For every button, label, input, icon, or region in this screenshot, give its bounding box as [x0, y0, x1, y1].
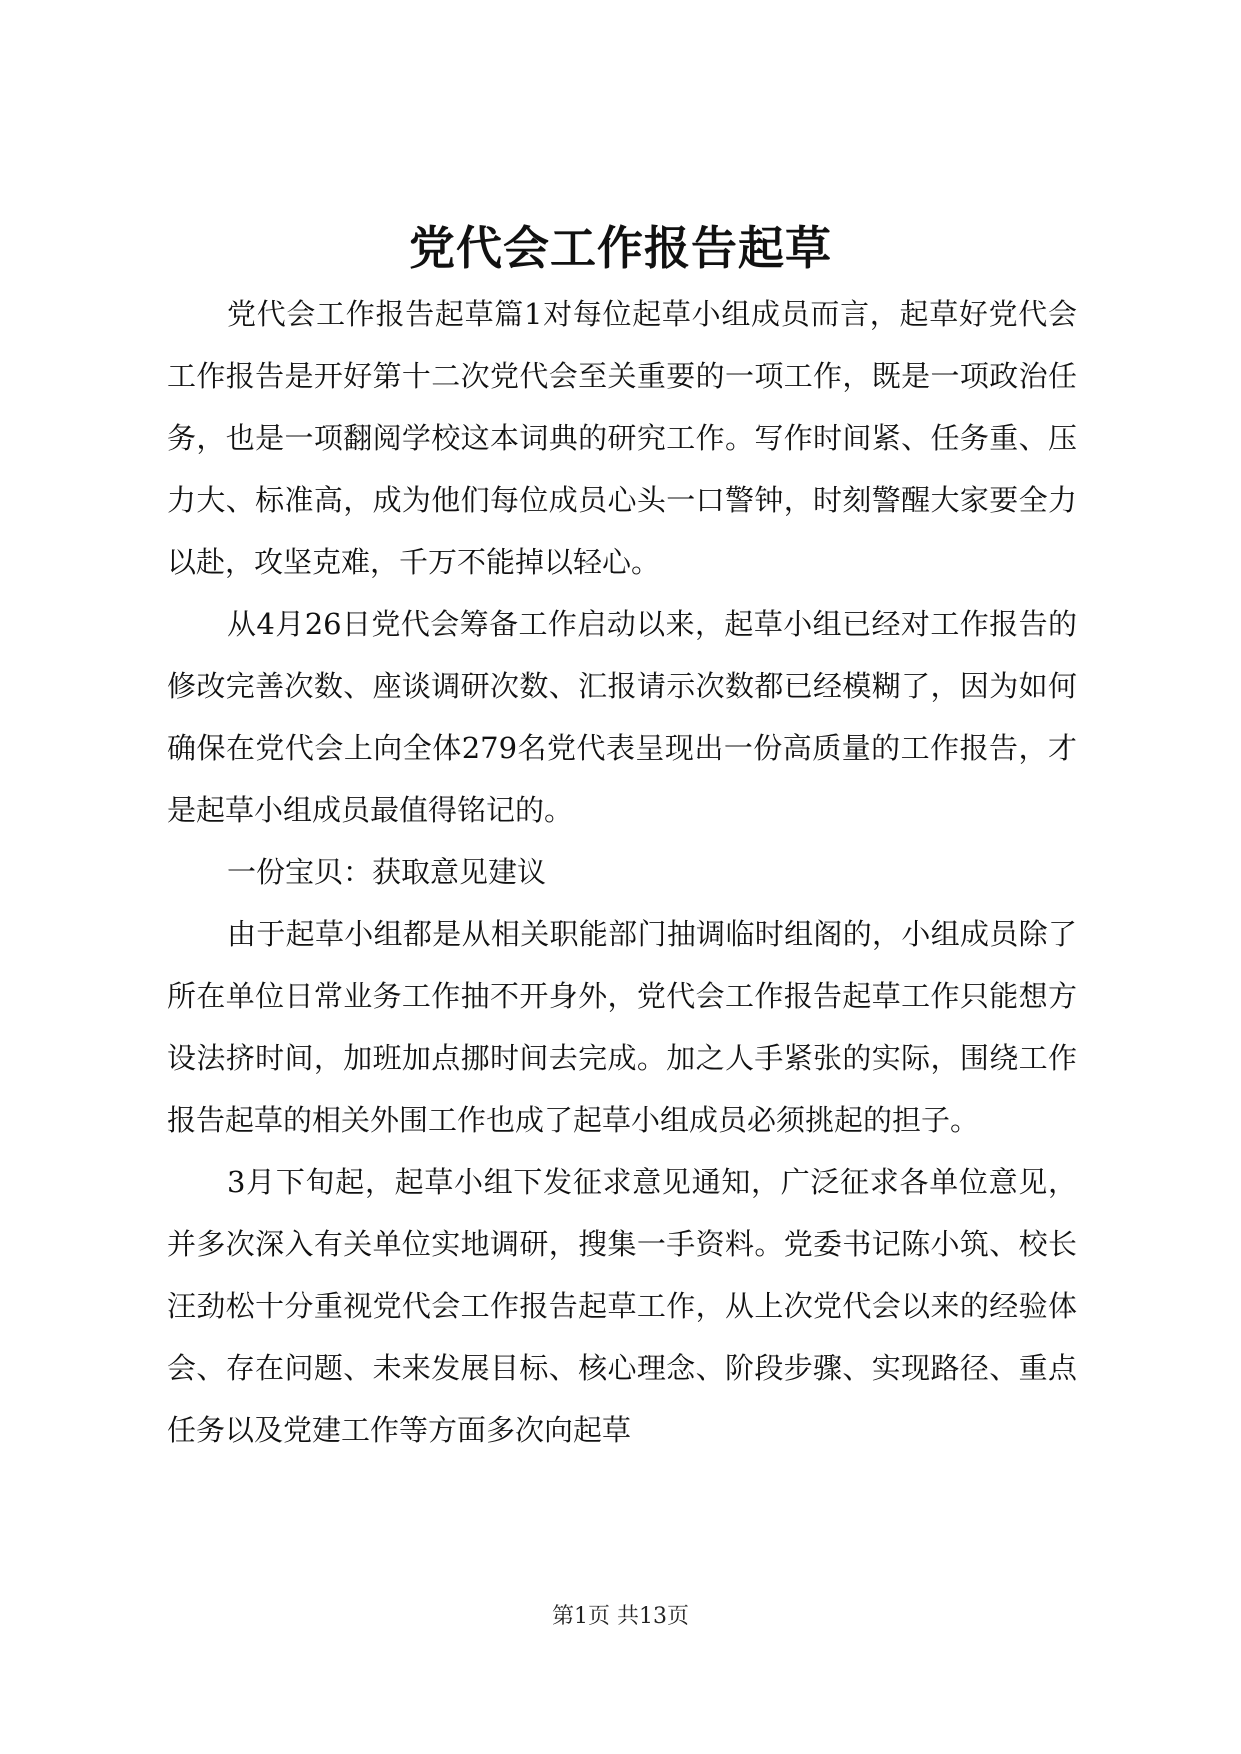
document-body [167, 283, 1077, 1461]
section-heading: 一份宝贝：获取意见建议 [227, 855, 547, 889]
paragraph-2: 从4月26日党代会筹备工作启动以来，起草小组已经对工作报告的修改完善次数、座谈调研次数、汇报请示次数都已经模糊了，因为如何确保在党代会上向全体279名党代表呈现出一份高质量的工作报告，才是起草小组成员最值得铭记的。 [167, 607, 1077, 827]
page-footer: 第1页 共13页 [552, 1604, 689, 1629]
paragraph-3: 由于起草小组都是从相关职能部门抽调临时组阁的，小组成员除了所在单位日常业务工作抽不开身外，党代会工作报告起草工作只能想方设法挤时间，加班加点挪时间去完成。加之人手紧张的实际，围绕工作报告起草的相关外围工作也成了起草小组成员必须挑起的担子。 [167, 917, 1077, 1137]
paragraph-4: 3月下旬起，起草小组下发征求意见通知，广泛征求各单位意见，并多次深入有关单位实地调研，搜集一手资料。党委书记陈小筑、校长汪劲松十分重视党代会工作报告起草工作，从上次党代会以来的经验体会、存在问题、未来发展目标、核心理念、阶段步骤、实现路径、重点任务以及党建工作等方面多次向起草 [167, 1165, 1077, 1447]
document-title: 党代会工作报告起草 [409, 221, 832, 275]
paragraph-1: 党代会工作报告起草篇1对每位起草小组成员而言，起草好党代会工作报告是开好第十二次党代会至关重要的一项工作，既是一项政治任务，也是一项翻阅学校这本词典的研究工作。写作时间紧、任务重、压力大、标准高，成为他们每位成员心头一口警钟，时刻警醒大家要全力以赴，攻坚克难，千万不能掉以轻心。 [167, 297, 1077, 579]
